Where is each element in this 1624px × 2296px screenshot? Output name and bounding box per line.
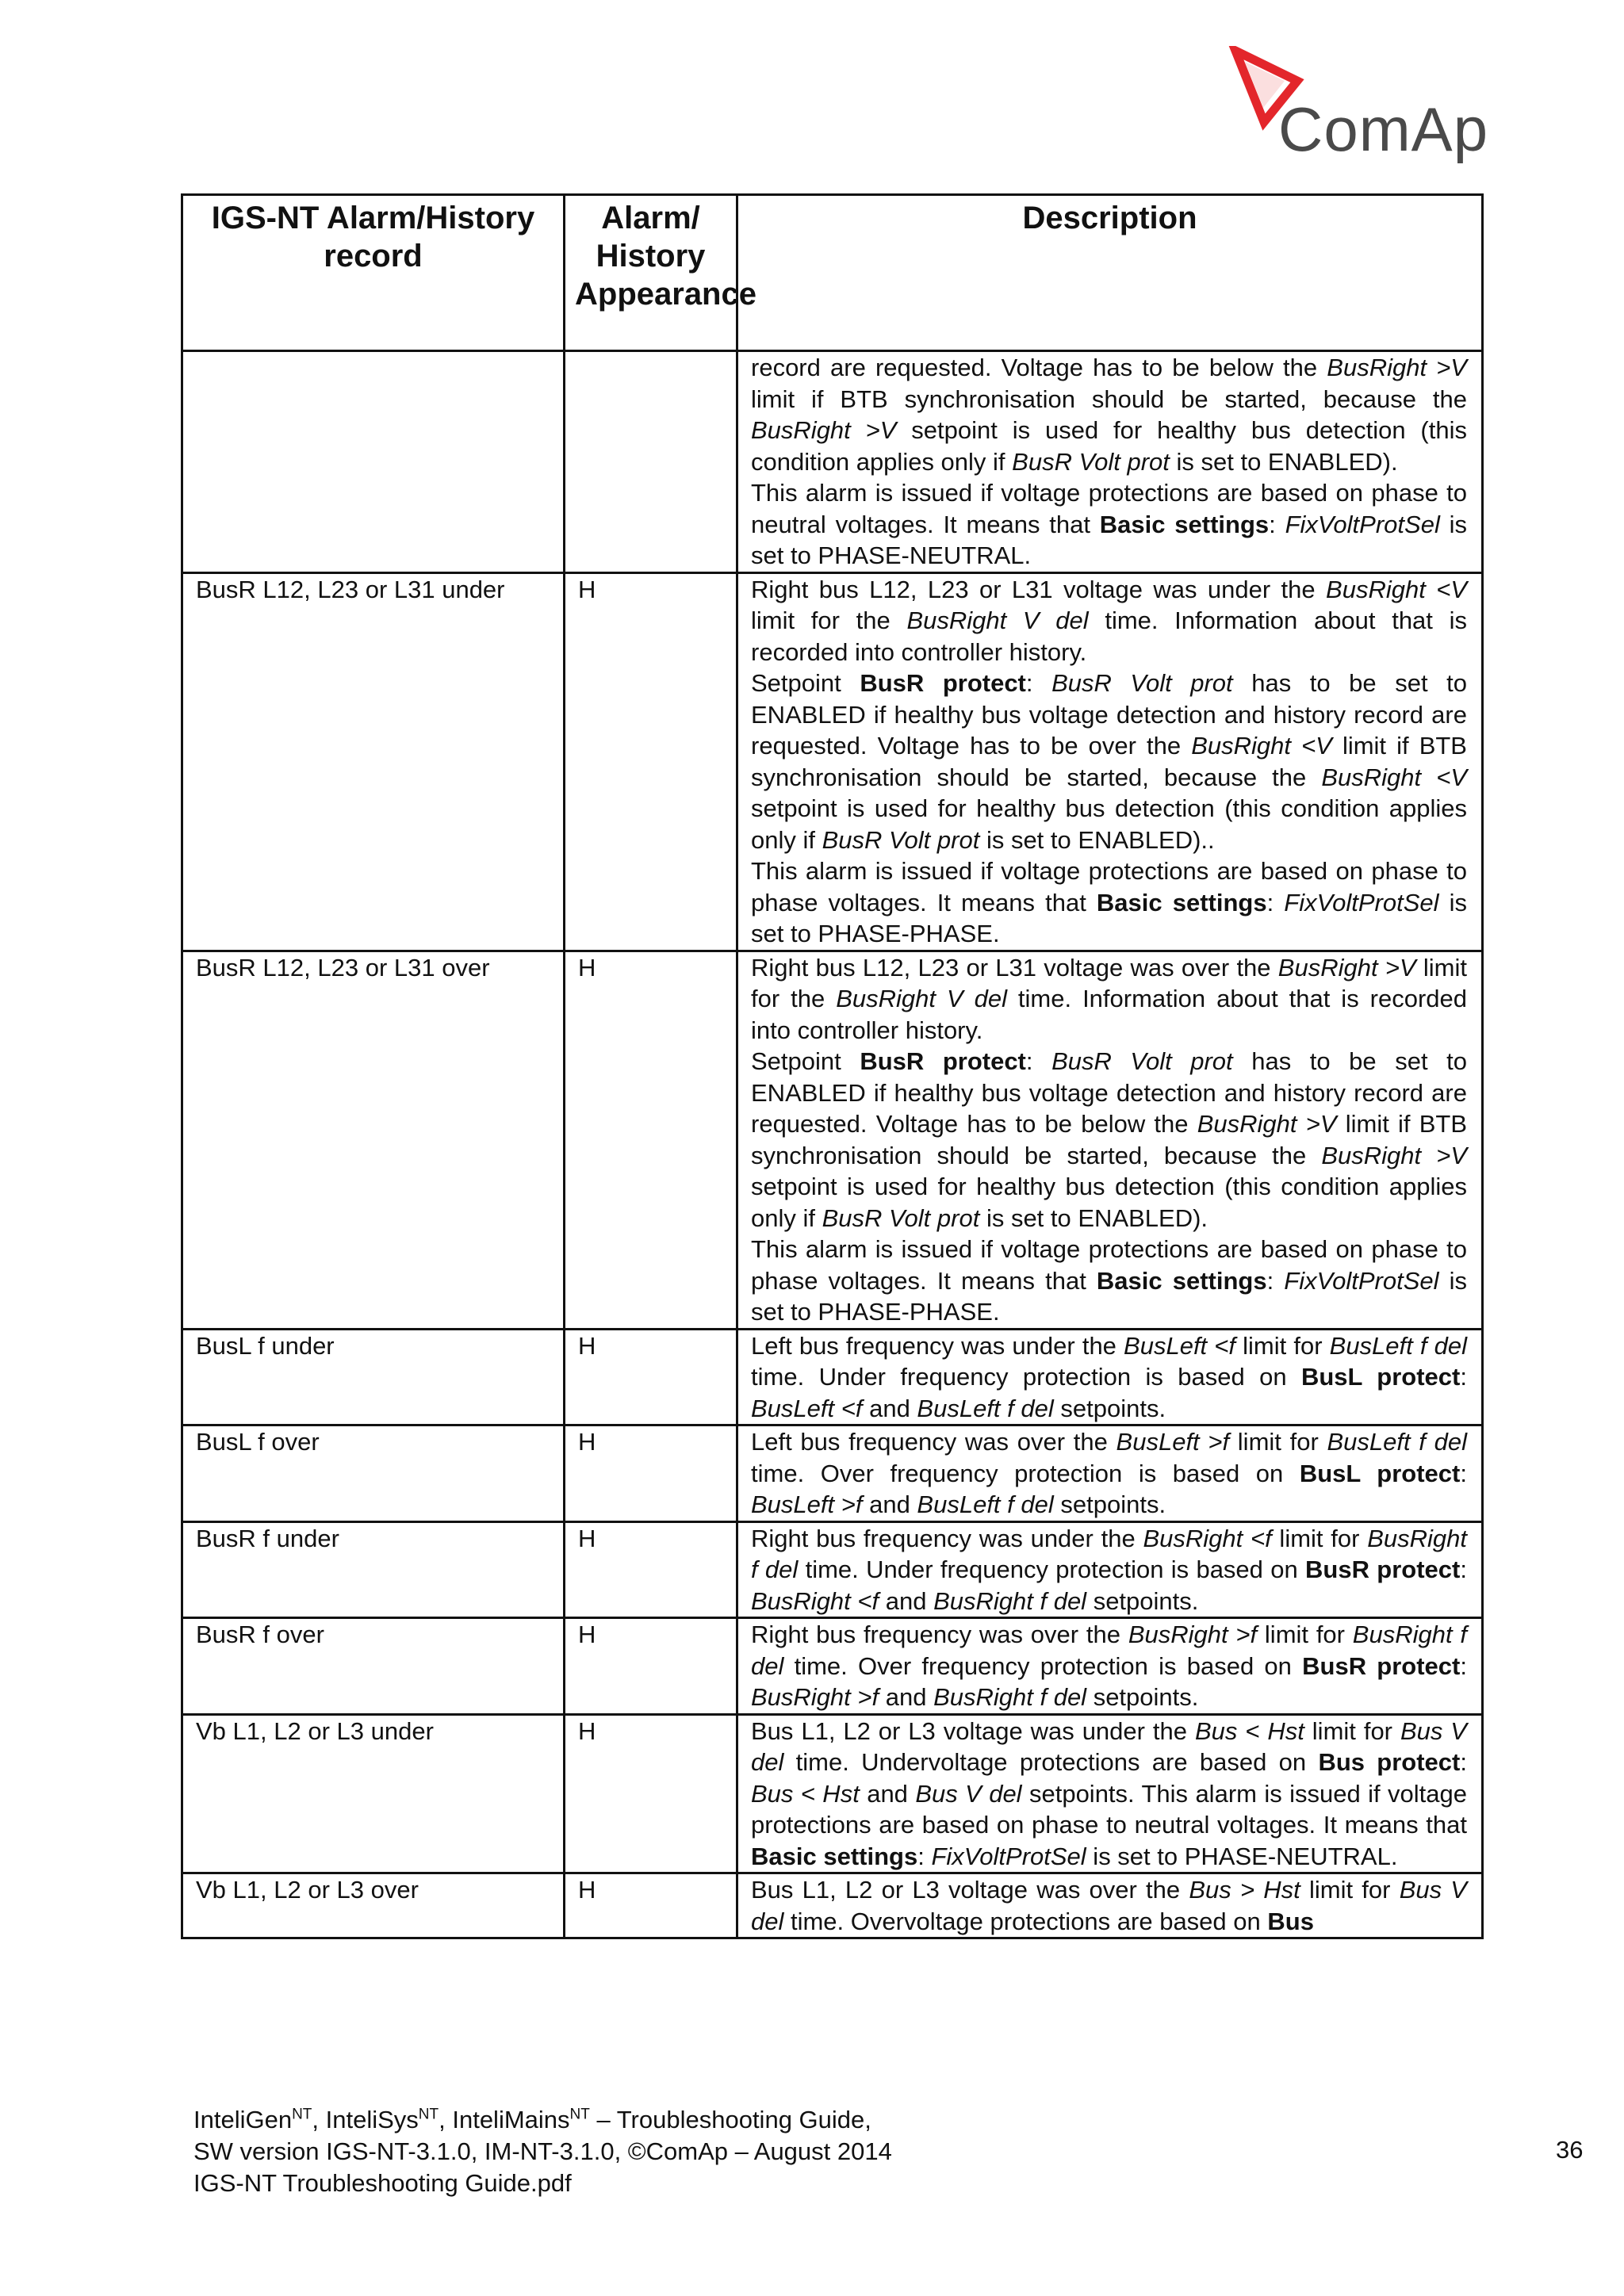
- table-row: [182, 1873, 1483, 1938]
- appearance-cell: H: [565, 1618, 737, 1715]
- table-row: [182, 1329, 1483, 1425]
- table-row: [182, 1521, 1483, 1618]
- footer-product-line: InteliGen$^{NT}$, InteliSys$^{NT}$, InteliMains$^{NT}$ – Troubleshooting Guide,: [193, 2106, 871, 2133]
- appearance-cell: H: [565, 951, 737, 1329]
- appearance-cell: H: [565, 1521, 737, 1618]
- appearance-cell: H: [565, 1329, 737, 1425]
- column-header-appearance: Alarm/ History Appearance: [565, 195, 737, 351]
- appearance-cell: [565, 351, 737, 573]
- description-cell: Right bus frequency was over the BusRight >f limit for BusRight f del time. Over frequency protection is based on BusR protect: BusRight >f and BusRight f del setpoints.: [737, 1618, 1483, 1715]
- page-number: 36: [1556, 2136, 1584, 2164]
- column-header-record: IGS-NT Alarm/History record: [182, 195, 565, 351]
- description-cell: Right bus L12, L23 or L31 voltage was under the BusRight <V limit for the BusRight V del time. Information about that is recorded into controller history. Setpoint BusR protect: BusR Volt prot has to be set to ENABLED if healthy bus voltage detection and history record are requested. Voltage has to be over the BusRight <V limit if BTB synchronisation should be started, because the BusRight <V setpoint is used for healthy bus detection (this condition applies only if BusR Volt prot is set to ENABLED).. This alarm is issued if voltage protections are based on phase to phase voltages. It means that Basic settings: FixVoltProtSel is set to PHASE-PHASE.: [737, 572, 1483, 951]
- record-cell: BusR f under: [182, 1521, 565, 1618]
- description-cell: Left bus frequency was over the BusLeft >f limit for BusLeft f del time. Over frequency protection is based on BusL protect: BusLeft >f and BusLeft f del setpoints.: [737, 1425, 1483, 1522]
- table-row: [182, 951, 1483, 1329]
- record-cell: Vb L1, L2 or L3 under: [182, 1714, 565, 1873]
- record-cell: BusR f over: [182, 1618, 565, 1715]
- alarm-history-table: [181, 193, 1484, 1939]
- table-body: [182, 351, 1483, 1938]
- record-cell: BusL f over: [182, 1425, 565, 1522]
- appearance-cell: H: [565, 1425, 737, 1522]
- appearance-cell: H: [565, 1873, 737, 1938]
- table-row: [182, 1714, 1483, 1873]
- table-row: [182, 572, 1483, 951]
- table-row: [182, 1425, 1483, 1522]
- description-cell: Right bus frequency was under the BusRight <f limit for BusRight f del time. Under frequency protection is based on BusR protect: BusRight <f and BusRight f del setpoints.: [737, 1521, 1483, 1618]
- record-cell: BusL f under: [182, 1329, 565, 1425]
- description-cell: Left bus frequency was under the BusLeft <f limit for BusLeft f del time. Under frequency protection is based on BusL protect: BusLeft <f and BusLeft f del setpoints.: [737, 1329, 1483, 1425]
- description-cell: Right bus L12, L23 or L31 voltage was over the BusRight >V limit for the BusRight V del time. Information about that is recorded into controller history. Setpoint BusR protect: BusR Volt prot has to be set to ENABLED if healthy bus voltage detection and history record are requested. Voltage has to be below the BusRight >V limit if BTB synchronisation should be started, because the BusRight >V setpoint is used for healthy bus detection (this condition applies only if BusR Volt prot is set to ENABLED). This alarm is issued if voltage protections are based on phase to phase voltages. It means that Basic settings: FixVoltProtSel is set to PHASE-PHASE.: [737, 951, 1483, 1329]
- table-header-row: [182, 195, 1483, 351]
- logo-text: ComAp: [1278, 94, 1489, 164]
- page-footer: [193, 2104, 892, 2199]
- column-header-description: Description: [737, 195, 1483, 351]
- record-cell: Vb L1, L2 or L3 over: [182, 1873, 565, 1938]
- record-cell: BusR L12, L23 or L31 under: [182, 572, 565, 951]
- description-cell: Bus L1, L2 or L3 voltage was over the Bus > Hst limit for Bus V del time. Overvoltage protections are based on Bus: [737, 1873, 1483, 1938]
- record-cell: [182, 351, 565, 573]
- table-row: [182, 1618, 1483, 1715]
- record-cell: BusR L12, L23 or L31 over: [182, 951, 565, 1329]
- footer-filename-line: IGS-NT Troubleshooting Guide.pdf: [193, 2169, 572, 2197]
- appearance-cell: H: [565, 572, 737, 951]
- description-cell: Bus L1, L2 or L3 voltage was under the Bus < Hst limit for Bus V del time. Undervoltage protections are based on Bus protect: Bus < Hst and Bus V del setpoints. This alarm is issued if voltage protections are based on phase to neutral voltages. It means that Basic settings: FixVoltProtSel is set to PHASE-NEUTRAL.: [737, 1714, 1483, 1873]
- table-row: [182, 351, 1483, 573]
- appearance-cell: H: [565, 1714, 737, 1873]
- footer-version-line: SW version IGS-NT-3.1.0, IM-NT-3.1.0, ©ComAp – August 2014: [193, 2137, 892, 2165]
- description-cell: record are requested. Voltage has to be below the BusRight >V limit if BTB synchronisation should be started, because the BusRight >V setpoint is used for healthy bus detection (this condition applies only if BusR Volt prot is set to ENABLED). This alarm is issued if voltage protections are based on phase to neutral voltages. It means that Basic settings: FixVoltProtSel is set to PHASE-NEUTRAL.: [737, 351, 1483, 573]
